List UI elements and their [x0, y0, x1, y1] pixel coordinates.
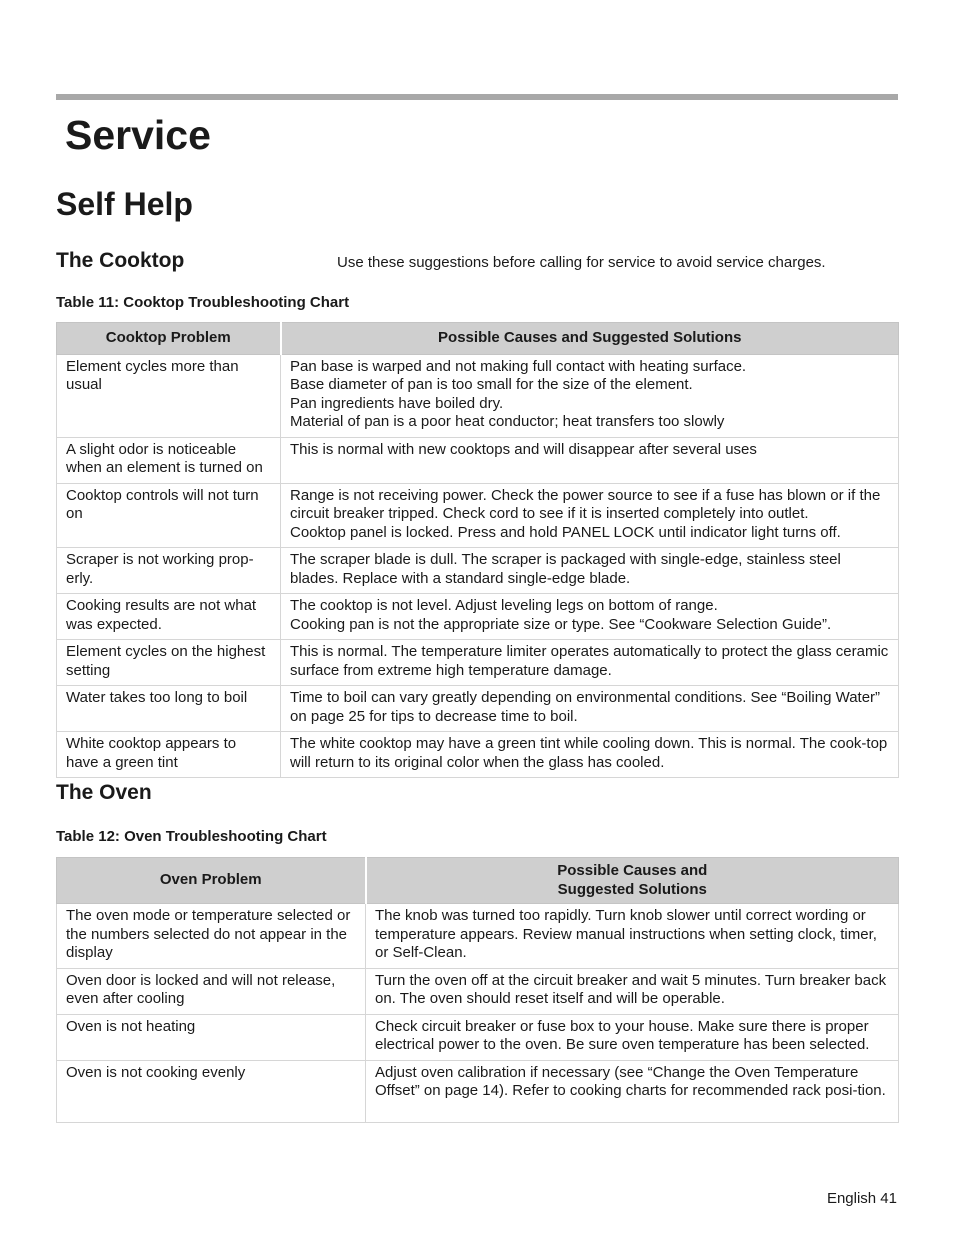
solution-cell [281, 437, 899, 483]
table-row [57, 1060, 899, 1122]
table-row [57, 732, 899, 778]
solution-text: Adjust oven calibration if necessary (see “Change the Oven Temperature Offset” on page 14). Refer to cooking charts for recommended rack posi-tion. [375, 1063, 886, 1099]
solution-text: The cooktop is not level. Adjust leveling legs on bottom of range. [290, 597, 718, 614]
column-header: Possible Causes and Suggested Solutions [281, 323, 899, 355]
table-row [57, 437, 899, 483]
intro-text: Use these suggestions before calling for service to avoid service charges. [337, 254, 826, 271]
column-header [366, 858, 899, 904]
cooktop-heading: The Cooktop [56, 249, 185, 272]
solution-text: Cooktop panel is locked. Press and hold PANEL LOCK until indicator light turns off. [290, 523, 841, 541]
page-footer: English 41 [826, 1190, 897, 1207]
header-rule [56, 94, 898, 100]
problem-cell: Oven is not cooking evenly [57, 1060, 366, 1122]
solution-text: Pan base is warped and not making full contact with heating surface. [290, 357, 747, 375]
solution-cell [281, 594, 899, 640]
table-row [57, 968, 899, 1014]
table-row [57, 640, 899, 686]
column-header-line: Possible Causes and [557, 862, 708, 879]
oven-troubleshooting-table [56, 857, 899, 1123]
solution-text: This is normal. The temperature limiter operates automatically to protect the glass ceramic surface from extreme high temperature damage. [290, 643, 889, 679]
solution-text: This is normal with new cooktops and will disappear after several uses [290, 440, 757, 458]
oven-heading: The Oven [56, 781, 152, 804]
solution-cell [366, 968, 899, 1014]
solution-cell [281, 354, 899, 437]
table-header-row [57, 858, 899, 904]
table-row [57, 686, 899, 732]
subsection-title: Self Help [56, 186, 193, 222]
solution-text: The knob was turned too rapidly. Turn knob slower until correct wording or temperature appears. Review manual instructions when setting clock, timer, or Self-Clean. [375, 907, 877, 961]
solution-cell [366, 1014, 899, 1060]
solution-cell [366, 904, 899, 969]
table-header-row [57, 323, 899, 355]
table-row [57, 904, 899, 969]
table-body [57, 904, 899, 1123]
problem-cell: Element cycles on the highest setting [57, 640, 281, 686]
problem-cell: Water takes too long to boil [57, 686, 281, 732]
problem-cell: White cooktop appears to have a green tint [57, 732, 281, 778]
column-header: Oven Problem [57, 858, 366, 904]
solution-text: Pan ingredients have boiled dry. [290, 394, 504, 412]
table-row [57, 594, 899, 640]
oven-table-caption: Table 12: Oven Troubleshooting Chart [56, 828, 327, 845]
problem-cell: Cooktop controls will not turn on [57, 483, 281, 548]
problem-cell: Oven door is locked and will not release, even after cooling [57, 968, 366, 1014]
cooktop-table-caption: Table 11: Cooktop Troubleshooting Chart [56, 294, 350, 311]
solution-text: Turn the oven off at the circuit breaker and wait 5 minutes. Turn breaker back on. The oven should reset itself and will be operable. [375, 971, 887, 1007]
table-row [57, 548, 899, 594]
cooktop-troubleshooting-table [56, 322, 899, 778]
problem-cell: The oven mode or temperature selected or the numbers selected do not appear in the display [57, 904, 366, 969]
table-row [57, 354, 899, 437]
problem-cell: Cooking results are not what was expected. [57, 594, 281, 640]
solution-cell [281, 732, 899, 778]
problem-cell: Oven is not heating [57, 1014, 366, 1060]
solution-cell [366, 1060, 899, 1122]
solution-cell [281, 483, 899, 548]
problem-cell: A slight odor is noticeable when an element is turned on [57, 437, 281, 483]
solution-text: Material of pan is a poor heat conductor; heat transfers too slowly [290, 413, 725, 430]
problem-cell: Scraper is not working prop-erly. [57, 548, 281, 594]
solution-cell [281, 686, 899, 732]
solution-text: Time to boil can vary greatly depending on environmental conditions. See “Boiling Water” on page 25 for tips to decrease time to boil. [290, 689, 881, 725]
solution-cell [281, 548, 899, 594]
problem-cell: Element cycles more than usual [57, 354, 281, 437]
table-row [57, 483, 899, 548]
column-header: Cooktop Problem [57, 323, 281, 355]
solution-text: Range is not receiving power. Check the power source to see if a fuse has blown or if the circuit breaker tripped. Check cord to see if it is inserted completely into outlet. [290, 486, 881, 522]
section-title: Service [65, 112, 211, 158]
table-body [57, 354, 899, 778]
column-header-line: Suggested Solutions [557, 880, 707, 898]
solution-text: Base diameter of pan is too small for the size of the element. [290, 376, 693, 393]
solution-text: The scraper blade is dull. The scraper is packaged with single-edge, stainless steel blades. Replace with a standard single-edge blade. [290, 551, 841, 587]
solution-text: Cooking pan is not the appropriate size or type. See “Cookware Selection Guide”. [290, 615, 832, 633]
solution-text: The white cooktop may have a green tint while cooling down. This is normal. The cook-top will return to its original color when the glass has cooled. [290, 735, 888, 771]
table-row [57, 1014, 899, 1060]
solution-text: Check circuit breaker or fuse box to your house. Make sure there is proper electrical power to the oven. Be sure oven temperature has been selected. [375, 1017, 870, 1053]
solution-cell [281, 640, 899, 686]
